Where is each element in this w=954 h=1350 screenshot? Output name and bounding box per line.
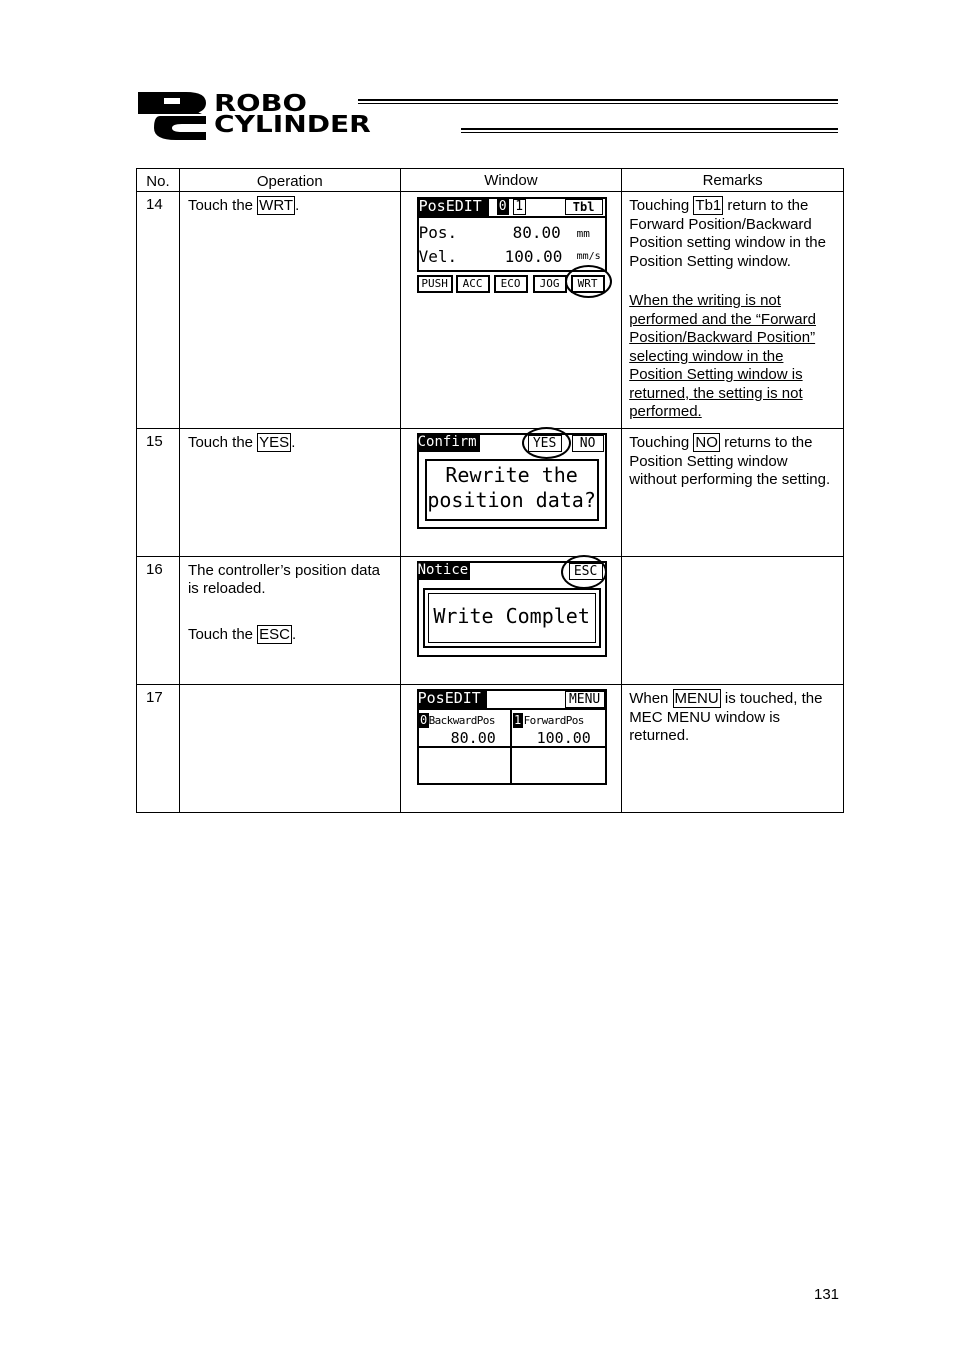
window-cell <box>400 429 622 557</box>
header-operation: Operation <box>179 169 400 192</box>
table-row <box>137 192 844 429</box>
jog-softkey[interactable]: JOG <box>533 275 567 293</box>
highlight-circle <box>561 555 607 589</box>
forward-label[interactable]: ForwardPos <box>523 714 584 727</box>
position-number-b: 1 <box>513 199 526 215</box>
tb1-key-label: Tb1 <box>695 197 722 214</box>
vel-unit: mm/s <box>576 251 601 262</box>
menu-key-label: MENU <box>674 690 719 707</box>
no-key-label: NO <box>695 434 718 451</box>
highlight-circle <box>522 427 571 459</box>
yes-button[interactable]: YES <box>528 435 562 452</box>
message-line: Write Complet <box>433 604 590 628</box>
vel-label: Vel. <box>418 247 458 266</box>
highlight-circle <box>565 265 612 298</box>
message-box <box>423 588 601 648</box>
table-header-row <box>137 169 844 192</box>
forward-number: 1 <box>513 713 522 727</box>
screen-title: Notice <box>417 562 469 578</box>
header-rule-bottom <box>461 128 838 130</box>
backward-value: 80.00 <box>450 729 496 747</box>
operation-text: Touch the ESC . <box>187 626 297 643</box>
step-number: 17 <box>137 685 180 813</box>
remark-text: When MENU is touched, the MEC MENU window is returned. <box>629 690 823 744</box>
window-cell <box>400 557 622 685</box>
confirm-screen <box>417 433 607 529</box>
esc-button[interactable]: ESC <box>569 563 603 580</box>
no-button[interactable]: NO <box>572 435 604 452</box>
message-line-2: position data? <box>427 488 596 512</box>
screen-title: Confirm <box>417 433 480 452</box>
acc-softkey[interactable]: ACC <box>456 275 490 293</box>
window-cell <box>400 192 622 429</box>
operation-period: . <box>291 434 296 451</box>
remarks-cell <box>622 685 844 813</box>
step-number: 15 <box>137 429 180 557</box>
brand-cylinder: CYLINDER <box>214 112 371 138</box>
table-row <box>137 429 844 557</box>
page-number: 131 <box>814 1286 840 1303</box>
wrt-key-label: WRT <box>259 197 294 214</box>
backward-number: 0 <box>419 713 428 727</box>
operation-cell <box>179 685 400 813</box>
operation-period: . <box>295 197 300 214</box>
step-number: 16 <box>137 557 180 685</box>
posedit-list-screen <box>417 689 607 785</box>
wrt-softkey[interactable]: WRT <box>571 275 605 293</box>
screen-title: PosEDIT <box>417 197 489 216</box>
message-box <box>425 459 599 521</box>
header-rule-bottom-thin <box>461 132 838 133</box>
remarks-cell <box>622 429 844 557</box>
remark-text: Touching NO returns to the Position Setting window without performing the setting. <box>629 434 831 488</box>
table-row <box>137 557 844 685</box>
header-window: Window <box>400 169 622 192</box>
yes-key-label: YES <box>259 434 290 451</box>
header-remarks: Remarks <box>622 169 844 192</box>
operation-cell <box>179 429 400 557</box>
position-number-a: 0 <box>497 199 509 215</box>
backward-label[interactable]: BackwardPos <box>428 714 495 727</box>
menu-button[interactable]: MENU <box>565 691 605 708</box>
pos-value: 80.00 <box>512 223 561 242</box>
robo-cylinder-logo <box>136 90 846 142</box>
step-number: 14 <box>137 192 180 429</box>
remarks-cell <box>622 557 844 685</box>
operation-text: Touch the <box>187 434 258 451</box>
message-line-1: Rewrite the <box>445 463 578 487</box>
esc-key-label: ESC <box>259 626 291 643</box>
header-rule-top-thin <box>358 103 838 104</box>
brand-robo: ROBO <box>214 91 307 117</box>
screen-title: PosEDIT <box>417 689 487 708</box>
remark-text: Touching Tb1 return to the Forward Position/Backward Position setting window in the Position Setting window. <box>629 197 826 270</box>
operation-description: The controller’s position data is reloaded. <box>187 562 381 597</box>
header-rule-top <box>358 99 838 101</box>
pos-label: Pos. <box>418 223 458 242</box>
remarks-cell <box>622 192 844 429</box>
vel-value: 100.00 <box>504 247 563 266</box>
operation-table <box>136 168 844 813</box>
table-row <box>137 685 844 813</box>
header-no: No. <box>137 169 180 192</box>
operation-text: Touch the <box>187 197 258 214</box>
tbl-tab[interactable]: Tbl <box>565 199 603 215</box>
eco-softkey[interactable]: ECO <box>494 275 528 293</box>
remark-note: When the writing is not performed and the “Forward Position/Backward Position” selecting window in the Position Setting window is returned, the setting is not performed. <box>629 292 816 420</box>
operation-cell <box>179 557 400 685</box>
operation-cell <box>179 192 400 429</box>
pos-unit: mm <box>576 227 590 240</box>
push-softkey[interactable]: PUSH <box>417 275 453 293</box>
forward-value: 100.00 <box>536 729 591 747</box>
rc-logo-mark <box>136 90 210 140</box>
window-cell <box>400 685 622 813</box>
